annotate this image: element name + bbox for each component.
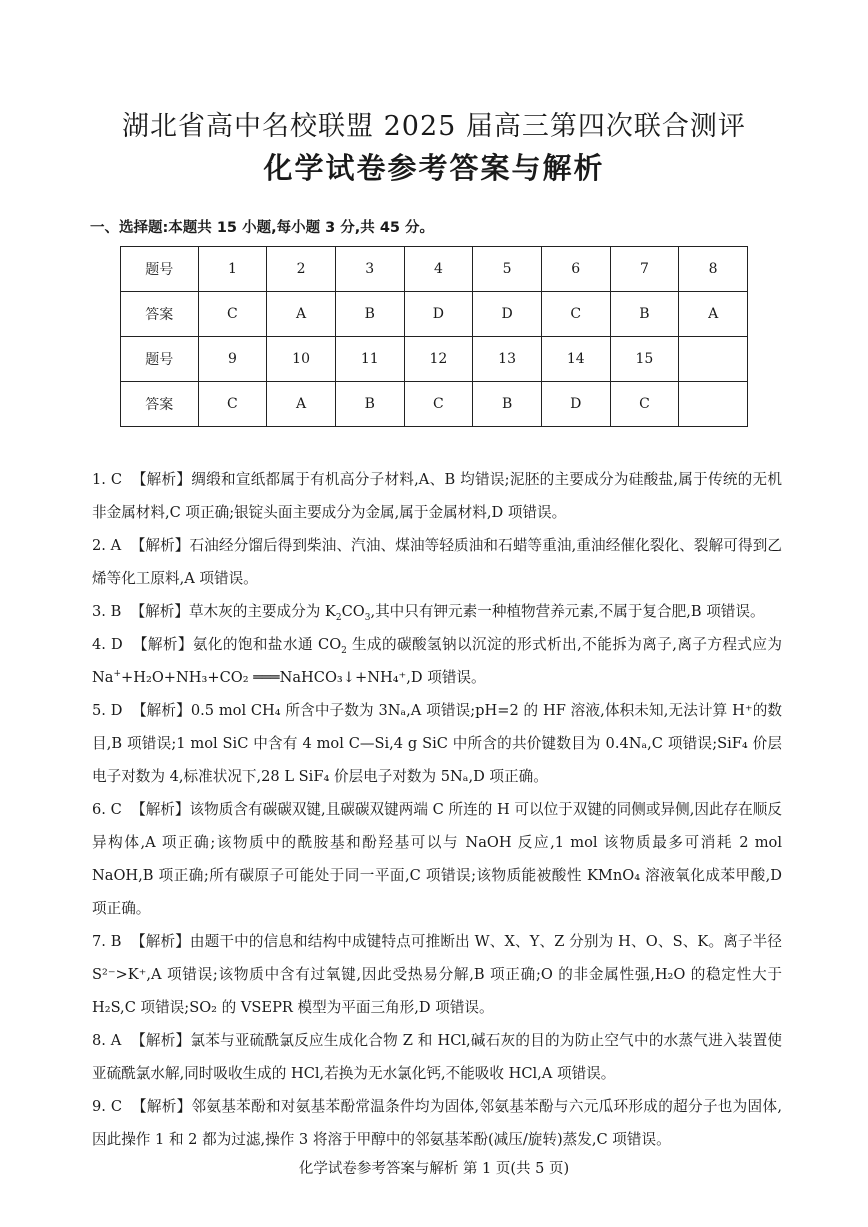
- table-cell: C: [198, 382, 267, 427]
- table-cell: 10: [267, 337, 336, 382]
- page-footer: 化学试卷参考答案与解析 第 1 页(共 5 页): [298, 1161, 570, 1177]
- question-number: 4. D: [92, 636, 123, 653]
- table-row: [121, 247, 748, 292]
- table-cell: A: [267, 292, 336, 337]
- explanation-4: [92, 628, 782, 694]
- explanation-text: 【解析】氯苯与亚硫酰氯反应生成化合物 Z 和 HCl,碱石灰的目的为防止空气中的水蒸气进入装置使亚硫酰氯水解,同时吸收生成的 HCl,若换为无水氯化钙,不能吸收 HCl,A 项错误。: [92, 1032, 783, 1082]
- subscript: 3: [364, 612, 371, 623]
- superscript: +: [113, 669, 122, 680]
- explanation-text: 【解析】0.5 mol CH₄ 所含中子数为 3Nₐ,A 项错误;pH=2 的 HF 溶液,体积未知,无法计算 H⁺的数目,B 项错误;1 mol SiC 中含有 4 mol C—Si,4 g SiC 中所含的共价键数目为 0.4Nₐ,C 项错误;SiF₄ 价层电子对数为 4,标准状况下,28 L SiF₄ 价层电子对数为 5Nₐ,D 项正确。: [92, 702, 783, 785]
- table-cell: 8: [679, 247, 748, 292]
- question-number: 1. C: [92, 471, 122, 488]
- table-cell: 5: [473, 247, 542, 292]
- page-title: 湖北省高中名校联盟 2025 届高三第四次联合测评: [122, 111, 746, 142]
- question-number: 8. A: [92, 1032, 122, 1049]
- table-cell: 6: [541, 247, 610, 292]
- table-header-cell: 答案: [121, 292, 199, 337]
- table-cell: C: [541, 292, 610, 337]
- equation: +H₂O+NH₃+CO₂ ═══NaHCO₃↓+NH₄⁺,D 项错误。: [121, 669, 486, 686]
- question-number: 6. C: [92, 801, 122, 818]
- explanation-text: 【解析】该物质含有碳碳双键,且碳碳双键两端 C 所连的 H 可以位于双键的同侧或异侧,因此存在顺反异构体,A 项正确;该物质中的酰胺基和酚羟基可以与 NaOH 反应,1 mol 该物质最多可消耗 2 mol NaOH,B 项正确;所有碳原子可能处于同一平面,C 项错误;该物质能被酸性 KMnO₄ 溶液氧化成苯甲酸,D 项正确。: [92, 801, 783, 917]
- table-cell: B: [473, 382, 542, 427]
- table-cell: [679, 382, 748, 427]
- question-number: 3. B: [92, 603, 122, 620]
- table-cell: A: [267, 382, 336, 427]
- explanation-3: [92, 595, 782, 628]
- explanation-text: 【解析】氨化的饱和盐水通 CO: [132, 636, 342, 653]
- table-header-cell: 题号: [121, 247, 199, 292]
- table-cell: C: [610, 382, 679, 427]
- explanation-text: ,其中只有钾元素一种植物营养元素,不属于复合肥,B 项错误。: [370, 603, 765, 620]
- explanation-1: [92, 463, 782, 529]
- table-cell: D: [541, 382, 610, 427]
- table-cell: A: [679, 292, 748, 337]
- table-cell: B: [335, 382, 404, 427]
- table-cell: [679, 337, 748, 382]
- question-number: 5. D: [92, 702, 123, 719]
- table-cell: 15: [610, 337, 679, 382]
- table-cell: 14: [541, 337, 610, 382]
- table-row: [121, 337, 748, 382]
- table-cell: D: [473, 292, 542, 337]
- answer-table: [120, 246, 748, 427]
- subscript: 2: [335, 612, 342, 623]
- table-header-cell: 题号: [121, 337, 199, 382]
- explanation-text: 生成的碳酸氢钠以沉淀的形式析出,不能拆为离子,离子方程式应为 Na: [92, 636, 782, 686]
- table-cell: 11: [335, 337, 404, 382]
- table-cell: 9: [198, 337, 267, 382]
- table-cell: B: [335, 292, 404, 337]
- explanation-text: 【解析】由题干中的信息和结构中成键特点可推断出 W、X、Y、Z 分别为 H、O、S、K。离子半径 S²⁻>K⁺,A 项错误;该物质中含有过氧键,因此受热易分解,B 项正确;O 的非金属性强,H₂O 的稳定性大于 H₂S,C 项错误;SO₂ 的 VSEPR 模型为平面三角形,D 项错误。: [92, 933, 782, 1016]
- explanation-6: [92, 793, 782, 925]
- explanation-text: 【解析】草木灰的主要成分为 K: [130, 603, 336, 620]
- table-cell: D: [404, 292, 473, 337]
- table-cell: 7: [610, 247, 679, 292]
- table-row: [121, 382, 748, 427]
- table-cell: B: [610, 292, 679, 337]
- table-cell: 13: [473, 337, 542, 382]
- section-heading: 一、选择题:本题共 15 小题,每小题 3 分,共 45 分。: [90, 220, 435, 236]
- explanation-text: 【解析】邻氨基苯酚和对氨基苯酚常温条件均为固体,邻氨基苯酚与六元瓜环形成的超分子也为固体,因此操作 1 和 2 都为过滤,操作 3 将溶于甲醇中的邻氨基苯酚(减压/旋转)蒸发,C 项错误。: [92, 1098, 782, 1148]
- table-cell: 4: [404, 247, 473, 292]
- explanation-text: 【解析】绸缎和宣纸都属于有机高分子材料,A、B 均错误;泥胚的主要成分为硅酸盐,属于传统的无机非金属材料,C 项正确;银锭头面主要成分为金属,属于金属材料,D 项错误。: [92, 471, 782, 521]
- table-cell: 3: [335, 247, 404, 292]
- subscript: 2: [341, 645, 347, 656]
- table-row: [121, 292, 748, 337]
- explanation-7: [92, 925, 782, 1024]
- table-cell: C: [404, 382, 473, 427]
- question-number: 7. B: [92, 933, 122, 950]
- question-number: 2. A: [92, 537, 122, 554]
- table-cell: 2: [267, 247, 336, 292]
- question-number: 9. C: [92, 1098, 123, 1115]
- page-subtitle: 化学试卷参考答案与解析: [263, 151, 605, 185]
- table-cell: 1: [198, 247, 267, 292]
- explanation-5: [92, 694, 782, 793]
- table-cell: 12: [404, 337, 473, 382]
- explanation-9: [92, 1090, 782, 1156]
- explanation-8: [92, 1024, 782, 1090]
- explanation-2: [92, 529, 782, 595]
- explanation-text: CO: [341, 603, 365, 620]
- table-header-cell: 答案: [121, 382, 199, 427]
- explanation-text: 【解析】石油经分馏后得到柴油、汽油、煤油等轻质油和石蜡等重油,重油经催化裂化、裂解可得到乙烯等化工原料,A 项错误。: [92, 537, 782, 587]
- explanations: [92, 463, 782, 1156]
- table-cell: C: [198, 292, 267, 337]
